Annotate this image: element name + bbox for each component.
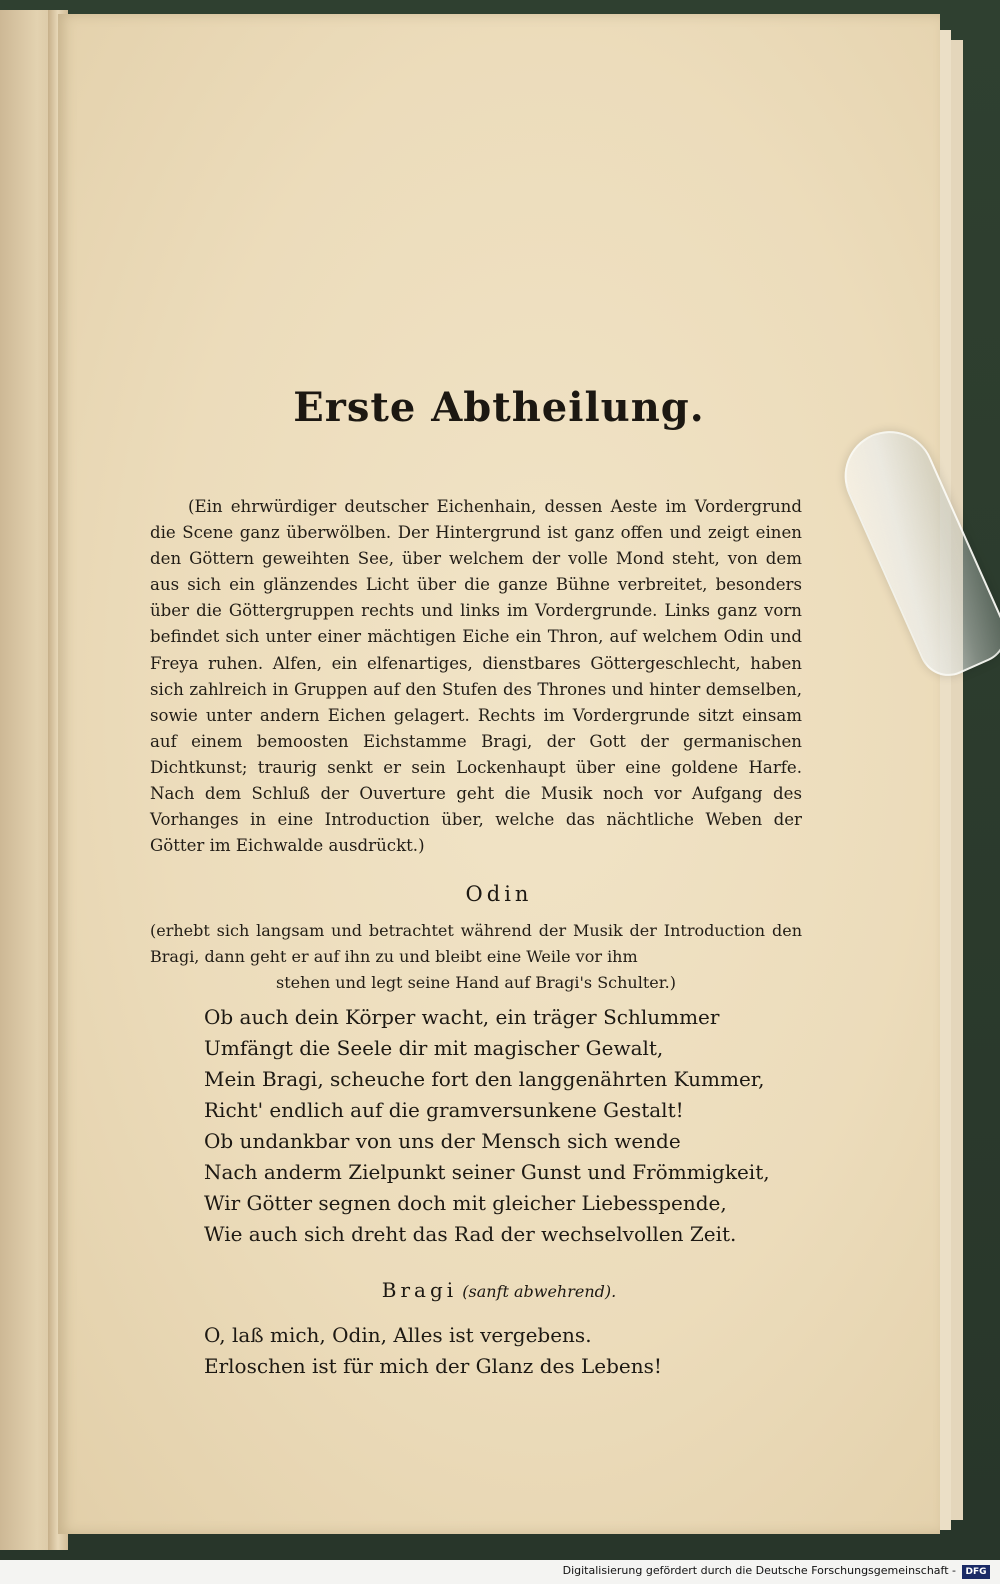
verse-line: Umfängt die Seele dir mit magischer Gewalt, — [204, 1036, 664, 1060]
bragi-verse — [204, 1320, 804, 1382]
verse-line: Wir Götter segnen doch mit gleicher Liebesspende, — [204, 1191, 727, 1215]
verse-line: Mein Bragi, scheuche fort den langgenährten Kummer, — [204, 1067, 765, 1091]
odin-direction-text: (erhebt sich langsam und betrachtet während der Musik der Introduction den Bragi, dann geht er auf ihn zu und bleibt eine Weile vor ihm — [150, 921, 802, 966]
verse-line: Ob undankbar von uns der Mensch sich wende — [204, 1129, 681, 1153]
bragi-stage-direction: (sanft abwehrend). — [462, 1282, 617, 1301]
digitization-credit: Digitalisierung gefördert durch die Deutsche Forschungsgemeinschaft - — [562, 1564, 956, 1577]
speaker-bragi-line — [58, 1278, 940, 1302]
verse-line: Nach anderm Zielpunkt seiner Gunst und Frömmigkeit, — [204, 1160, 770, 1184]
odin-stage-direction — [150, 918, 802, 996]
speaker-bragi: Bragi — [381, 1278, 458, 1302]
book-page — [58, 14, 940, 1534]
odin-direction-last-line: stehen und legt seine Hand auf Bragi's Schulter.) — [276, 973, 676, 992]
verse-line: Wie auch sich dreht das Rad der wechselvollen Zeit. — [204, 1222, 737, 1246]
verse-line: Richt' endlich auf die gramversunkene Gestalt! — [204, 1098, 684, 1122]
dfg-logo: DFG — [962, 1565, 990, 1579]
verse-line: Erloschen ist für mich der Glanz des Lebens! — [204, 1354, 662, 1378]
speaker-odin: Odin — [465, 882, 533, 906]
page-title: Erste Abtheilung. — [293, 384, 705, 431]
verse-line: Ob auch dein Körper wacht, ein träger Schlummer — [204, 1005, 720, 1029]
stage-direction: (Ein ehrwürdiger deutscher Eichenhain, dessen Aeste im Vordergrund die Scene ganz überwölben. Der Hintergrund ist ganz offen und zeigt einen den Göttern geweihten See, über welchem der volle Mond steht, von dem aus sich ein glänzendes Licht über die ganze Bühne verbreitet, besonders über die Göttergruppen rechts und links im Vordergrunde. Links ganz vorn befindet sich unter einer mächtigen Eiche ein Thron, auf welchem Odin und Freya ruhen. Alfen, ein elfenartiges, dienstbares Göttergeschlecht, haben sich zahlreich in Gruppen auf den Stufen des Thrones und hinter demselben, sowie unter andern Eichen gelagert. Rechts im Vordergrunde sitzt einsam auf einem bemoosten Eichstamme Bragi, der Gott der germanischen Dichtkunst; traurig senkt er sein Lockenhaupt über eine goldene Harfe. Nach dem Schluß der Ouverture geht die Musik noch vor Aufgang des Vorhanges in eine Introduction über, welche das nächtliche Weben der Götter im Eichwalde ausdrückt.) — [150, 497, 802, 856]
odin-verse — [204, 1002, 804, 1250]
verse-line: O, laß mich, Odin, Alles ist vergebens. — [204, 1323, 592, 1347]
